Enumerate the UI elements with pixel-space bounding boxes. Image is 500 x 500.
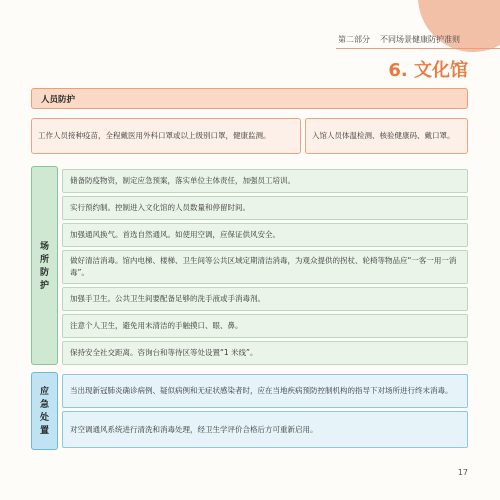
staff-protection-text: 工作人员接种疫苗，全程戴医用外科口罩或以上级别口罩，健康监测。 <box>38 131 271 140</box>
page-title: 6. 文化馆 <box>388 60 468 81</box>
venue-item-text: 做好清洁消毒。馆内电梯、楼梯、卫生间等公共区域定期清洁消毒，为观众提供的拐杖、轮椅等物品应“一客一用一消毒”。 <box>70 256 457 277</box>
emergency-item-text: 当出现新冠肺炎确诊病例、疑似病例和无症状感染者时，应在当地疾病预防控制机构的指导下对场所进行终末消毒。 <box>70 386 453 395</box>
visitor-protection-box <box>305 118 468 154</box>
venue-label-char: 护 <box>39 281 49 291</box>
staff-protection-box <box>31 118 301 154</box>
header-part: 第二部分 <box>338 35 370 44</box>
emergency-label-char: 置 <box>39 426 49 436</box>
venue-item-text: 保持安全社交距离。咨询台和等待区等处设置“1 米线”。 <box>70 348 258 357</box>
venue-protection-label-box <box>31 166 58 365</box>
emergency-label-char: 处 <box>39 413 49 423</box>
section-title: 人员防护 <box>41 95 76 105</box>
venue-label-char: 场 <box>39 242 49 252</box>
emergency-label-char: 应 <box>39 387 49 397</box>
venue-item <box>62 223 468 247</box>
section-bar-personnel <box>31 88 468 109</box>
visitor-protection-text: 入馆人员体温检测、核验健康码、戴口罩。 <box>312 131 455 140</box>
venue-item-text: 储备防疫物资，制定应急预案，落实单位主体责任，加强员工培训。 <box>70 176 295 185</box>
header-section: 不同场景健康防护准则 <box>380 35 460 44</box>
venue-item-text: 加强通风换气。首选自然通风。如使用空调，应保证供风安全。 <box>70 230 280 239</box>
emergency-item <box>62 374 468 408</box>
venue-label-char: 所 <box>39 255 49 265</box>
emergency-item <box>62 411 468 448</box>
venue-item <box>62 169 468 193</box>
venue-label-char: 防 <box>39 268 49 278</box>
running-header <box>338 34 460 45</box>
venue-item <box>62 314 468 338</box>
emergency-item-text: 对空调通风系统进行清洗和消毒处理，经卫生学评价合格后方可重新启用。 <box>70 424 318 434</box>
header-rule <box>336 48 500 49</box>
emergency-label-box <box>31 372 58 450</box>
venue-item-text: 加强手卫生。公共卫生间要配备足够的洗手液或手消毒剂。 <box>70 294 265 303</box>
venue-item <box>62 287 468 311</box>
venue-item <box>62 196 468 220</box>
emergency-label-char: 急 <box>39 400 49 410</box>
venue-item <box>62 341 468 365</box>
venue-item-text: 注意个人卫生，避免用未清洁的手触摸口、眼、鼻。 <box>70 321 243 330</box>
venue-item-text: 实行预约制。控制进入文化馆的人员数量和停留时间。 <box>70 203 250 212</box>
venue-item <box>62 250 468 284</box>
page-number: 17 <box>457 468 468 477</box>
